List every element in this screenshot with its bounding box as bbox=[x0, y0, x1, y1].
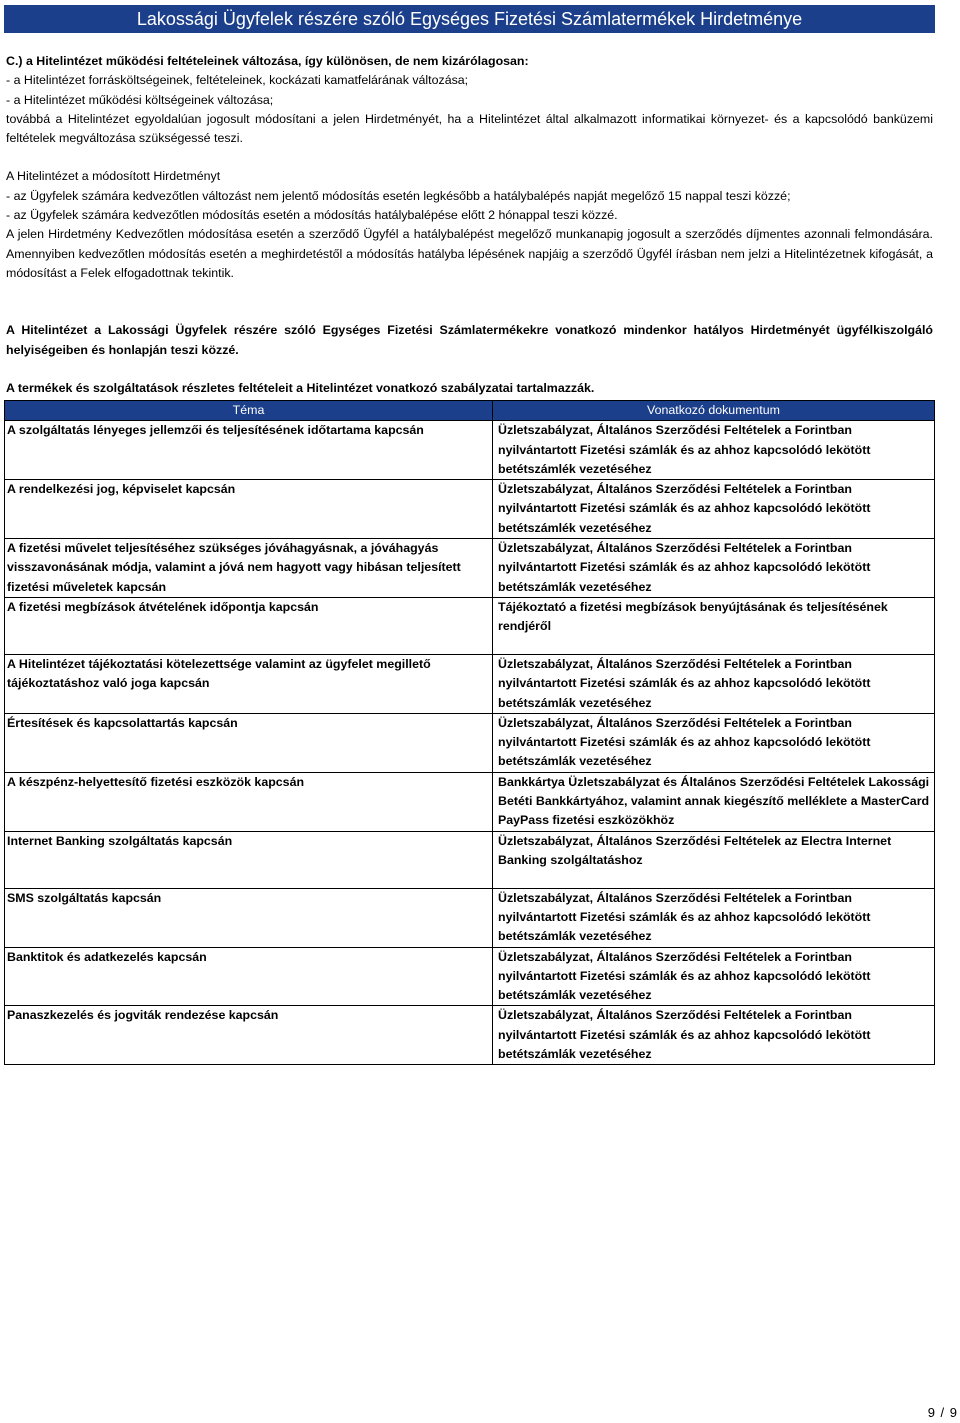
modification-line: - az Ügyfelek számára kedvezőtlen módosítás esetén a módosítás hatálybalépése előtt 2 hónappal teszi közzé. bbox=[6, 208, 618, 223]
details-note: A termékek és szolgáltatások részletes feltételeit a Hitelintézet vonatkozó szabályzatai tartalmazzák. bbox=[6, 380, 595, 395]
document-cell: Bankkártya Üzletszabályzat és Általános Szerződési Feltételek Lakossági Betéti Bankkártyához, valamint annak kiegészítő melléklete a MasterCard PayPass fizetési eszközökhöz bbox=[493, 772, 935, 831]
publication-note: A Hitelintézet a Lakossági Ügyfelek részére szóló Egységes Fizetési Számlatermékekre vonatkozó mindenkor hatályos Hirdetményét ügyfélkiszolgáló helyiségeiben és honlapján teszi közzé. bbox=[6, 323, 933, 357]
topic-cell: A fizetési megbízások átvételének időpontja kapcsán bbox=[5, 597, 493, 654]
document-cell: Üzletszabályzat, Általános Szerződési Feltételek a Forintban nyilvántartott Fizetési számlák és az ahhoz kapcsolódó lekötött betétszámlák vezetéséhez bbox=[493, 654, 935, 713]
topic-cell: A Hitelintézet tájékoztatási kötelezettsége valamint az ügyfelet megillető tájékoztatáshoz való joga kapcsán bbox=[5, 654, 493, 713]
modification-intro: A Hitelintézet a módosított Hirdetményt bbox=[6, 169, 221, 184]
table-row bbox=[5, 421, 935, 480]
column-header-topic: Téma bbox=[5, 401, 493, 421]
topic-cell: Internet Banking szolgáltatás kapcsán bbox=[5, 831, 493, 888]
topic-cell: A rendelkezési jog, képviselet kapcsán bbox=[5, 480, 493, 539]
table-row bbox=[5, 831, 935, 888]
document-cell: Üzletszabályzat, Általános Szerződési Feltételek a Forintban nyilvántartott Fizetési számlák és az ahhoz kapcsolódó lekötött betétszámlák vezetéséhez bbox=[493, 1006, 935, 1065]
page-number: 9 / 9 bbox=[927, 1405, 958, 1420]
table-row bbox=[5, 539, 935, 598]
section-c-line: - a Hitelintézet működési költségeinek változása; bbox=[6, 92, 274, 107]
table-row bbox=[5, 654, 935, 713]
document-body bbox=[6, 52, 933, 398]
document-cell: Üzletszabályzat, Általános Szerződési Feltételek a Forintban nyilvántartott Fizetési számlák és az ahhoz kapcsolódó lekötött betétszámlák vezetéséhez bbox=[493, 713, 935, 772]
table-row bbox=[5, 480, 935, 539]
table-header-row bbox=[5, 401, 935, 421]
document-cell: Üzletszabályzat, Általános Szerződési Feltételek a Forintban nyilvántartott Fizetési számlák és az ahhoz kapcsolódó lekötött betétszámlák vezetéséhez bbox=[493, 888, 935, 947]
section-c-heading: C.) a Hitelintézet működési feltételeinek változása, így különösen, de nem kizárólagosan: bbox=[6, 54, 529, 68]
document-cell: Üzletszabályzat, Általános Szerződési Feltételek a Forintban nyilvántartott Fizetési számlák és az ahhoz kapcsolódó lekötött betétszámlék vezetéséhez bbox=[493, 480, 935, 539]
document-cell: Üzletszabályzat, Általános Szerződési Feltételek az Electra Internet Banking szolgáltatáshoz bbox=[493, 831, 935, 888]
topic-cell: A készpénz-helyettesítő fizetési eszközök kapcsán bbox=[5, 772, 493, 831]
topic-cell: A fizetési művelet teljesítéséhez szükséges jóváhagyásnak, a jóváhagyás visszavonásának módja, valamint a jóvá nem hagyott vagy hibásan teljesített fizetési műveletek kapcsán bbox=[5, 539, 493, 598]
column-header-document: Vonatkozó dokumentum bbox=[493, 401, 935, 421]
table-row bbox=[5, 888, 935, 947]
documents-table bbox=[4, 400, 935, 1065]
document-cell: Üzletszabályzat, Általános Szerződési Feltételek a Forintban nyilvántartott Fizetési számlák és az ahhoz kapcsolódó lekötött betétszámlák vezetéséhez bbox=[493, 947, 935, 1006]
topic-cell: Banktitok és adatkezelés kapcsán bbox=[5, 947, 493, 1006]
table-row bbox=[5, 597, 935, 654]
topic-cell: Értesítések és kapcsolattartás kapcsán bbox=[5, 713, 493, 772]
table-row bbox=[5, 713, 935, 772]
topic-cell: SMS szolgáltatás kapcsán bbox=[5, 888, 493, 947]
document-cell: Üzletszabályzat, Általános Szerződési Feltételek a Forintban nyilvántartott Fizetési számlák és az ahhoz kapcsolódó lekötött betétszámlák vezetéséhez bbox=[493, 539, 935, 598]
document-title: Lakossági Ügyfelek részére szóló Egységes Fizetési Számlatermékek Hirdetménye bbox=[136, 9, 803, 29]
document-cell: Üzletszabályzat, Általános Szerződési Feltételek a Forintban nyilvántartott Fizetési számlák és az ahhoz kapcsolódó lekötött betétszámlék vezetéséhez bbox=[493, 421, 935, 480]
table-row bbox=[5, 772, 935, 831]
document-header bbox=[4, 5, 935, 33]
section-c-line: - a Hitelintézet forrásköltségeinek, feltételeinek, kockázati kamatfelárának változása; bbox=[6, 73, 469, 88]
section-c-paragraph: továbbá a Hitelintézet egyoldalúan jogosult módosítani a jelen Hirdetményét, ha a Hitelintézet által alkalmazott informatikai környezet- és a kapcsolódó banküzemi feltételek megváltozása szükségessé teszi. bbox=[6, 111, 933, 146]
table-row bbox=[5, 1006, 935, 1065]
topic-cell: A szolgáltatás lényeges jellemzői és teljesítésének időtartama kapcsán bbox=[5, 421, 493, 480]
modification-paragraph: A jelen Hirdetmény Kedvezőtlen módosítása esetén a szerződő Ügyfél a hatálybalépést megelőző munkanapig jogosult a szerződés díjmentes azonnali felmondására. Amennyiben kedvezőtlen módosítás esetén a meghirdetéstől a módosítás hatályba lépésének napjáig a szerződő Ügyfél írásban nem jelzi a Hitelintézetnek kifogását, a módosítást a Felek elfogadottnak tekintik. bbox=[6, 227, 933, 280]
modification-line: - az Ügyfelek számára kedvezőtlen változást nem jelentő módosítás esetén legkésőbb a hatálybalépés napját megelőző 15 nappal teszi közzé; bbox=[6, 188, 791, 203]
topic-cell: Panaszkezelés és jogviták rendezése kapcsán bbox=[5, 1006, 493, 1065]
table-row bbox=[5, 947, 935, 1006]
document-cell: Tájékoztató a fizetési megbízások benyújtásának és teljesítésének rendjéről bbox=[493, 597, 935, 654]
